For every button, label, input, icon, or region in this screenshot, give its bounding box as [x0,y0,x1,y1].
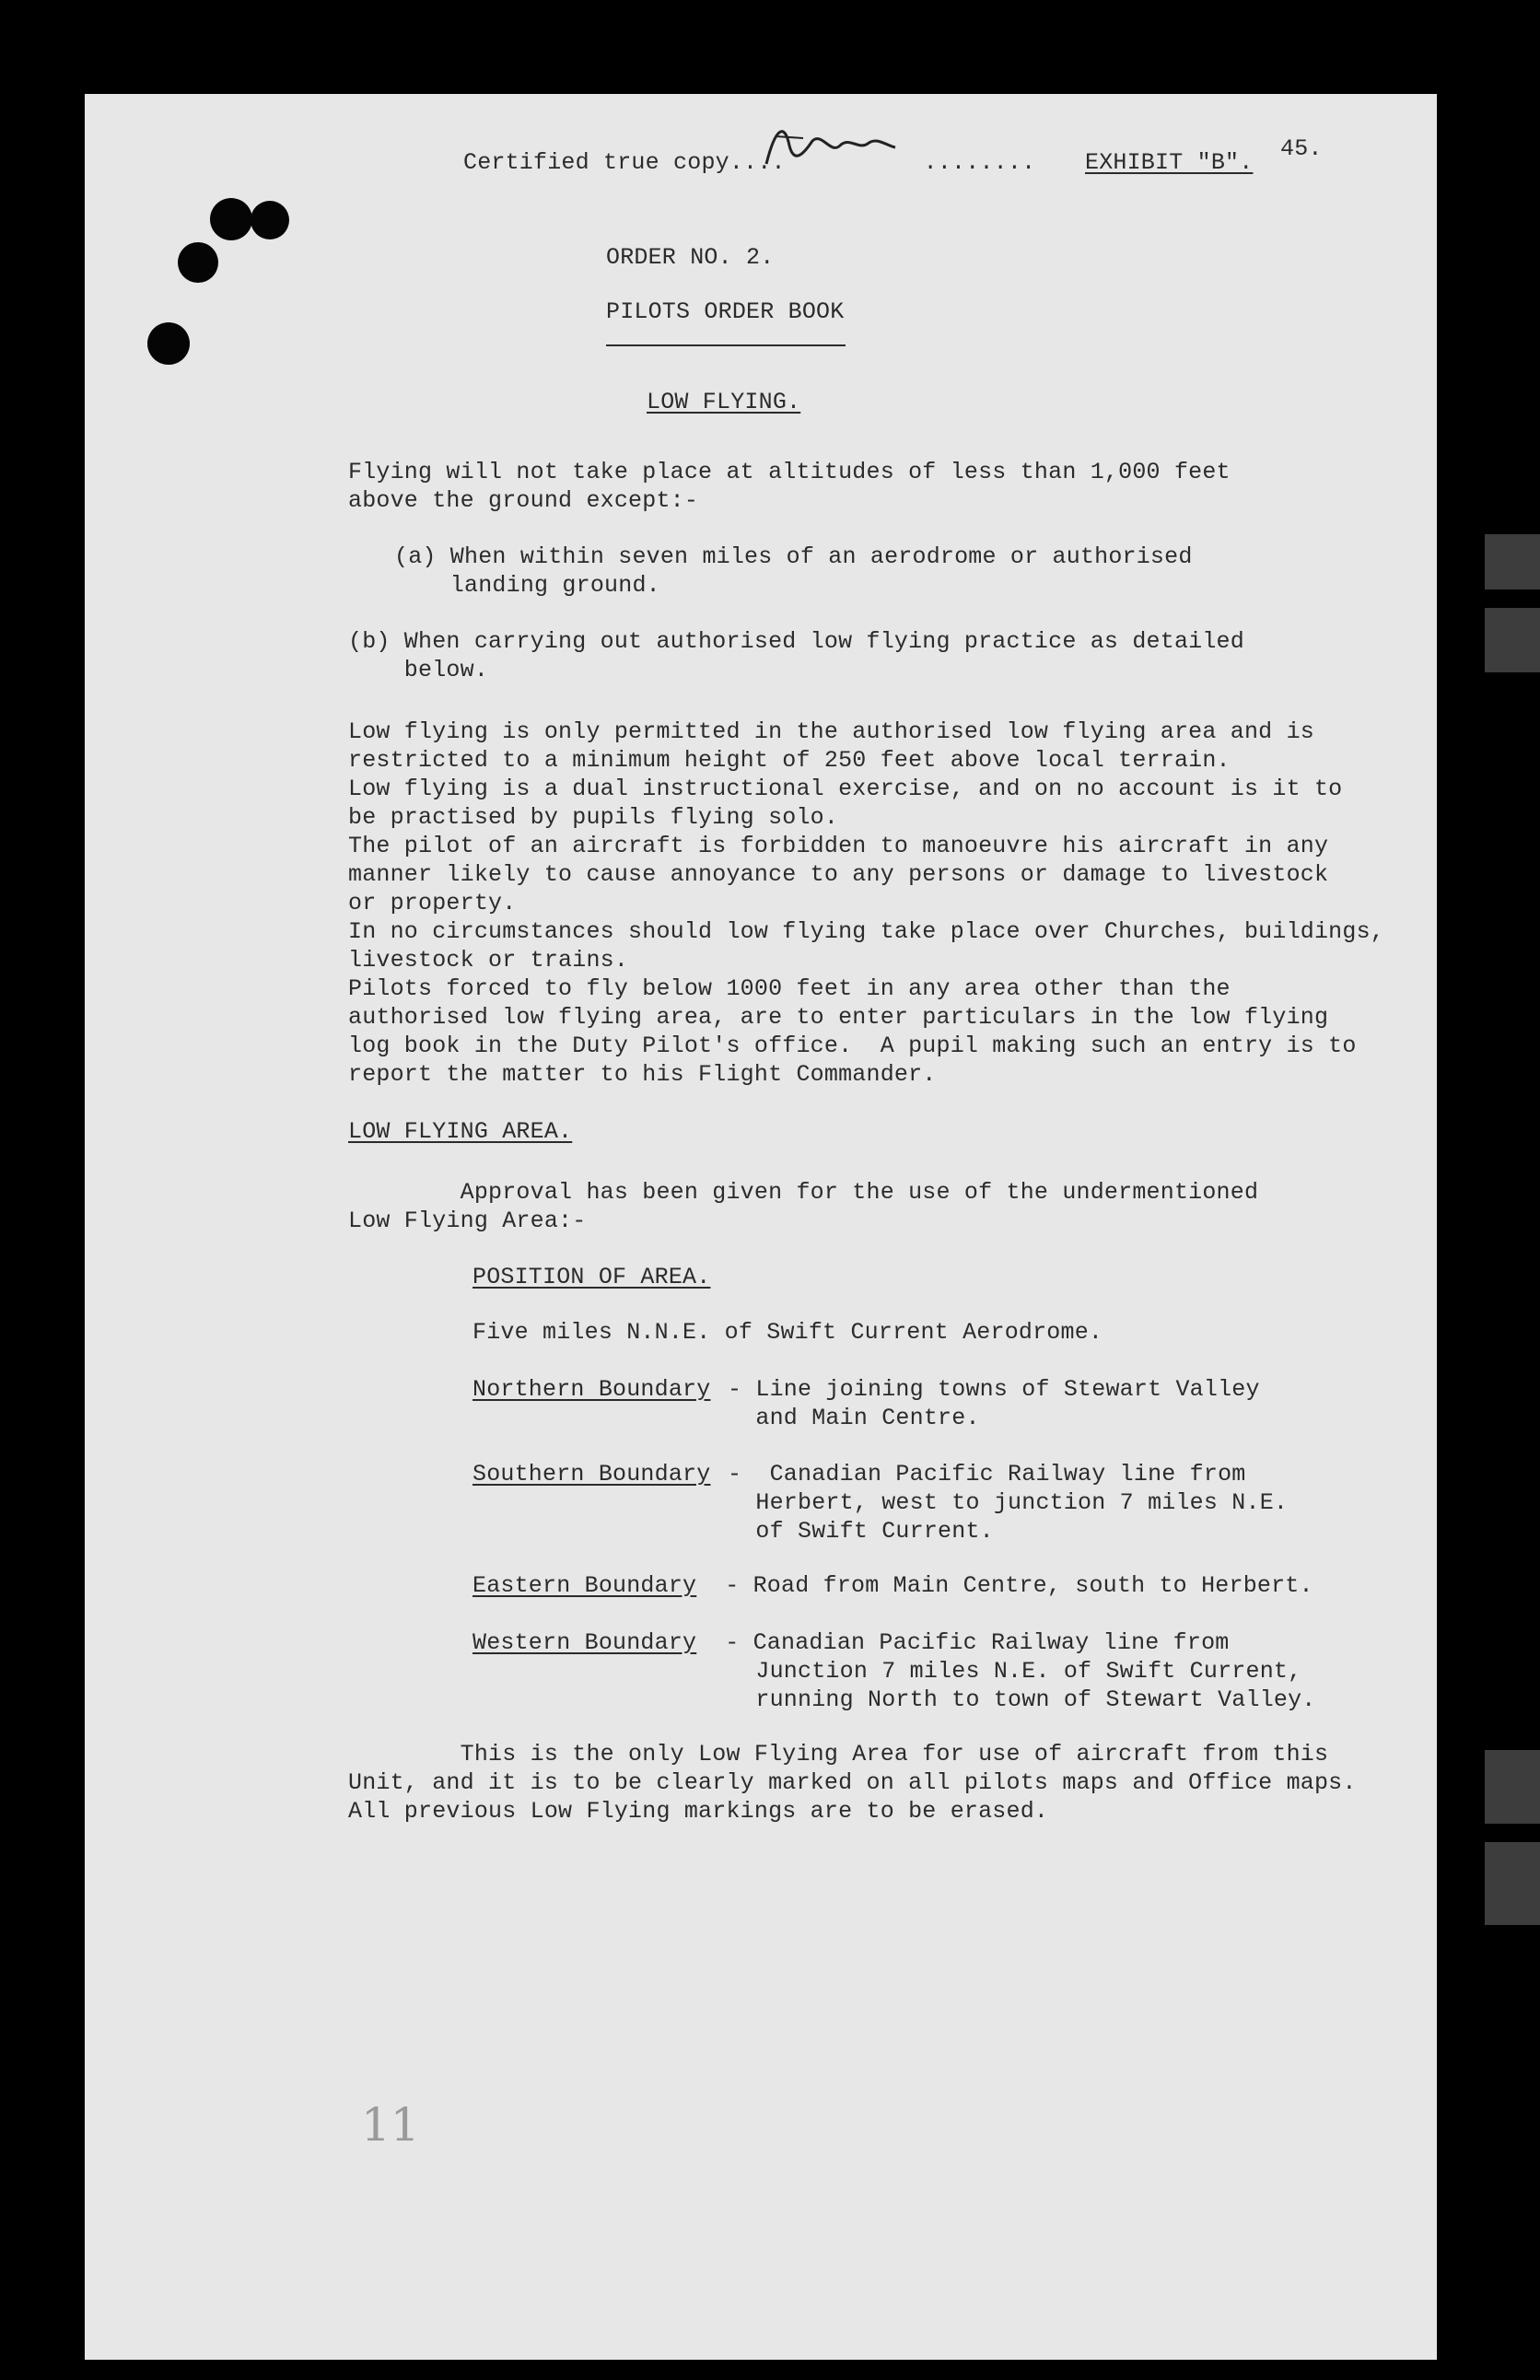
rule-line: or property. [348,890,517,916]
film-edge [1485,1842,1540,1925]
intro-line: Flying will not take place at altitudes of less than 1,000 feet [348,459,1231,485]
closing-line: This is the only Low Flying Area for use of aircraft from this [348,1741,1329,1768]
boundary-text: - Canadian Pacific Railway line from [728,1461,1246,1488]
rule-line: log book in the Duty Pilot's office. A pupil making such an entry is to [348,1032,1357,1059]
exception-b: below. [348,657,489,683]
signature [748,118,969,173]
film-edge [1485,608,1540,672]
closing-line: Unit, and it is to be clearly marked on all pilots maps and Office maps. [348,1769,1357,1796]
punch-hole [251,201,289,239]
boundary-text: Herbert, west to junction 7 miles N.E. [728,1489,1289,1516]
approval-line: Approval has been given for the use of the undermentioned [348,1179,1259,1206]
approval-line: Low Flying Area:- [348,1208,587,1234]
rule-line: restricted to a minimum height of 250 feet above local terrain. [348,747,1231,774]
rule-line: manner likely to cause annoyance to any persons or damage to livestock [348,861,1329,888]
book-title: PILOTS ORDER BOOK [606,298,845,325]
rule-line: report the matter to his Flight Commander. [348,1061,937,1088]
section-heading: LOW FLYING. [647,389,801,415]
boundary-text: - Road from Main Centre, south to Herbert. [711,1572,1313,1599]
intro-line: above the ground except:- [348,487,699,514]
document-page [85,94,1437,2360]
punch-hole [147,322,190,365]
title-rule [606,344,846,346]
position-text: Five miles N.N.E. of Swift Current Aerodrome. [472,1319,1103,1346]
boundary-label: Southern Boundary [472,1461,711,1488]
film-edge [1485,1750,1540,1824]
boundary-text: Junction 7 miles N.E. of Swift Current, [728,1658,1302,1685]
rule-line: Pilots forced to fly below 1000 feet in any area other than the [348,975,1231,1002]
boundary-text: - Canadian Pacific Railway line from [711,1629,1230,1656]
page-number: 45. [1280,135,1323,162]
rule-line: be practised by pupils flying solo. [348,804,839,831]
rule-line: In no circumstances should low flying take place over Churches, buildings, [348,918,1384,945]
exception-b: (b) When carrying out authorised low flying practice as detailed [348,628,1244,655]
rule-line: Low flying is a dual instructional exercise, and on no account is it to [348,776,1343,802]
order-number: ORDER NO. 2. [606,244,775,271]
film-edge [1485,534,1540,589]
area-heading: LOW FLYING AREA. [348,1118,573,1145]
punch-hole [210,198,252,240]
rule-line: The pilot of an aircraft is forbidden to manoeuvre his aircraft in any [348,833,1329,859]
exception-a: (a) When within seven miles of an aerodrome or authorised [394,543,1193,570]
boundary-text: and Main Centre. [728,1405,980,1431]
exception-a: landing ground. [394,572,660,599]
rule-line: livestock or trains. [348,947,629,974]
boundary-label: Eastern Boundary [472,1572,697,1599]
closing-line: All previous Low Flying markings are to be erased. [348,1798,1049,1825]
boundary-text: - Line joining towns of Stewart Valley [728,1376,1260,1403]
rule-line: authorised low flying area, are to enter particulars in the low flying [348,1004,1329,1031]
position-heading: POSITION OF AREA. [472,1264,711,1290]
exhibit-label: EXHIBIT "B". [1085,149,1254,176]
handwritten-number: 11 [361,2098,420,2152]
certified-copy-label: Certified true copy.... ........ [463,149,1036,176]
boundary-label: Western Boundary [472,1629,697,1656]
boundary-text: of Swift Current. [728,1518,994,1545]
rule-line: Low flying is only permitted in the authorised low flying area and is [348,718,1314,745]
boundary-label: Northern Boundary [472,1376,711,1403]
punch-hole [178,242,218,283]
boundary-text: running North to town of Stewart Valley. [728,1686,1316,1713]
